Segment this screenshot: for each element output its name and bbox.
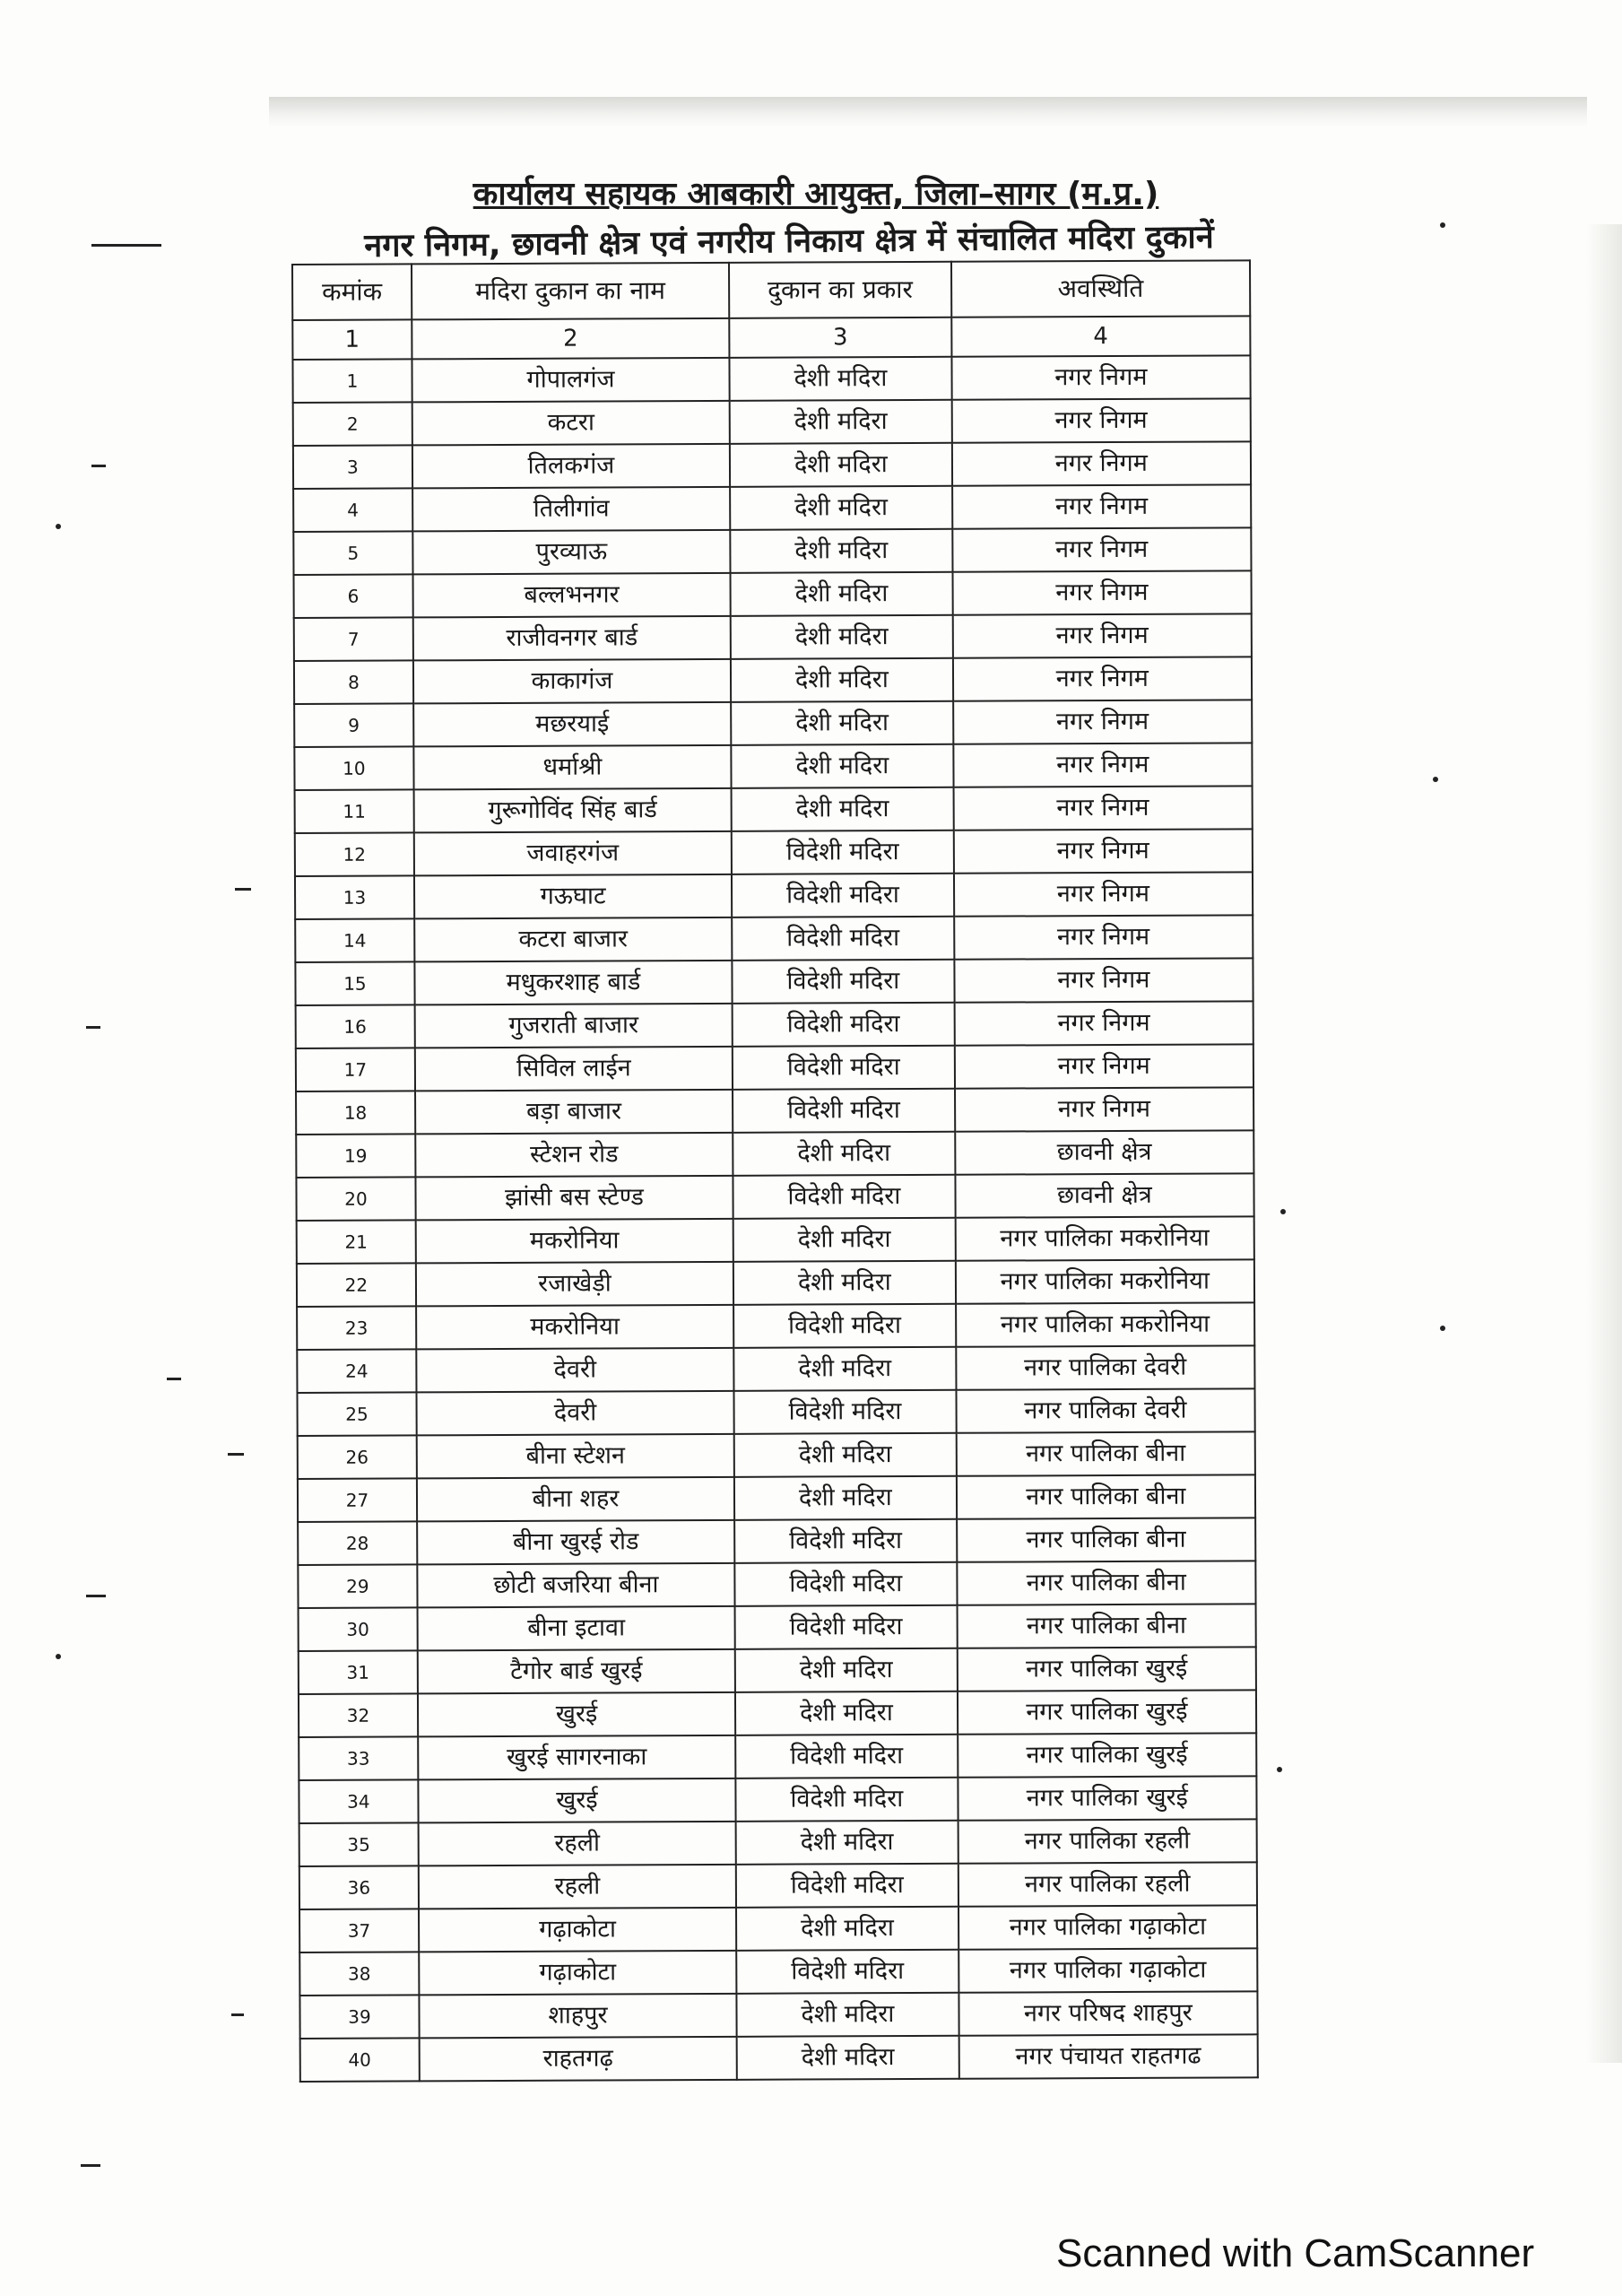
row-location: नगर पालिका बीना bbox=[957, 1474, 1256, 1518]
table-row bbox=[294, 613, 1252, 661]
table-row bbox=[293, 441, 1251, 489]
row-shop-type: देशी मदिरा bbox=[731, 615, 953, 659]
table-row bbox=[295, 915, 1253, 962]
scan-mark bbox=[167, 1378, 181, 1380]
row-location: नगर निगम bbox=[951, 398, 1251, 442]
row-shop-type: देशी मदिरा bbox=[731, 701, 953, 745]
row-shop-name: तिलकगंज bbox=[412, 444, 731, 489]
row-shop-type: देशी मदिरा bbox=[736, 1821, 958, 1865]
scan-mark bbox=[1433, 777, 1438, 782]
table-row bbox=[299, 1647, 1256, 1694]
row-location: नगर निगम bbox=[954, 1044, 1253, 1088]
row-location: नगर पालिका रहली bbox=[958, 1862, 1257, 1906]
row-shop-name: छोटी बजरिया बीना bbox=[417, 1563, 735, 1608]
table-row bbox=[296, 1001, 1253, 1048]
scan-right-edge bbox=[1586, 224, 1622, 2063]
row-shop-name: गोपालगंज bbox=[412, 358, 730, 403]
table-row bbox=[296, 1044, 1253, 1091]
row-location: नगर पालिका बीना bbox=[957, 1561, 1256, 1605]
row-shop-name: राजीवनगर बार्ड bbox=[413, 616, 732, 661]
row-location: नगर पालिका खुरई bbox=[957, 1647, 1256, 1691]
row-shop-type: विदेशी मदिरा bbox=[735, 1735, 958, 1779]
row-location: नगर पालिका बीना bbox=[957, 1604, 1256, 1648]
row-serial: 2 bbox=[293, 402, 412, 446]
row-shop-name: जवाहरगंज bbox=[414, 831, 733, 876]
row-location: नगर पालिका खुरई bbox=[958, 1776, 1257, 1820]
row-shop-name: बीना इटावा bbox=[417, 1606, 735, 1651]
row-location: नगर पालिका गढ़ाकोटा bbox=[958, 1948, 1258, 1992]
row-location: नगर पालिका देवरी bbox=[956, 1388, 1255, 1432]
table-row bbox=[296, 1173, 1253, 1221]
table-row bbox=[294, 700, 1252, 747]
row-serial: 14 bbox=[295, 918, 414, 962]
row-shop-name: शाहपुर bbox=[419, 1994, 737, 2039]
row-serial: 38 bbox=[299, 1952, 419, 1996]
row-shop-name: खुरई bbox=[418, 1779, 736, 1823]
scan-mark bbox=[1277, 1767, 1282, 1772]
table-row bbox=[300, 2034, 1258, 2082]
row-shop-type: देशी मदिरा bbox=[733, 1218, 956, 1262]
row-shop-name: तिलीगांव bbox=[412, 487, 731, 532]
row-location: नगर पंचायत राहतगढ bbox=[958, 2034, 1258, 2078]
table-row bbox=[297, 1216, 1254, 1264]
scan-mark bbox=[1440, 1326, 1445, 1331]
table-row bbox=[298, 1561, 1255, 1608]
row-location: नगर पालिका मकरोनिया bbox=[955, 1259, 1254, 1303]
camscanner-watermark: Scanned with CamScanner bbox=[1056, 2231, 1535, 2275]
row-location: नगर परिषद शाहपुर bbox=[958, 1991, 1258, 2035]
row-location: नगर निगम bbox=[951, 355, 1251, 399]
row-shop-name: झांसी बस स्टेण्ड bbox=[415, 1176, 733, 1221]
row-serial: 7 bbox=[294, 617, 413, 661]
column-number: 2 bbox=[412, 318, 730, 360]
row-shop-name: रजाखेड़ी bbox=[416, 1262, 734, 1307]
row-shop-name: मधुकरशाह बार्ड bbox=[414, 961, 733, 1005]
row-shop-type: विदेशी मदिरा bbox=[735, 1605, 958, 1649]
scan-mark bbox=[56, 1654, 61, 1659]
table-row bbox=[299, 1690, 1256, 1737]
row-serial: 40 bbox=[300, 2038, 420, 2082]
row-location: छावनी क्षेत्र bbox=[955, 1130, 1254, 1174]
header-shop-name: मदिरा दुकान का नाम bbox=[412, 263, 730, 320]
table-row bbox=[295, 829, 1253, 876]
table-row bbox=[294, 743, 1252, 790]
row-location: नगर निगम bbox=[952, 484, 1252, 528]
row-shop-name: गढ़ाकोटा bbox=[419, 1908, 737, 1952]
row-location: नगर पालिका बीना bbox=[957, 1518, 1256, 1561]
table-row bbox=[293, 484, 1251, 532]
row-shop-type: विदेशी मदिरा bbox=[732, 874, 954, 918]
column-number: 3 bbox=[729, 317, 951, 358]
table-row bbox=[299, 1991, 1257, 2039]
table-row bbox=[294, 657, 1252, 704]
row-serial: 24 bbox=[297, 1349, 416, 1393]
row-shop-type: देशी मदिरा bbox=[733, 1132, 955, 1176]
row-location: नगर निगम bbox=[953, 786, 1253, 830]
scan-mark bbox=[1280, 1209, 1286, 1214]
table-row bbox=[299, 1948, 1257, 1996]
row-serial: 31 bbox=[299, 1650, 418, 1694]
row-shop-type: देशी मदिरा bbox=[730, 400, 952, 444]
row-shop-type: विदेशी मदिरा bbox=[733, 1175, 956, 1219]
row-location: नगर पालिका गढ़ाकोटा bbox=[958, 1905, 1258, 1949]
row-shop-type: देशी मदिरा bbox=[731, 658, 953, 702]
row-shop-type: विदेशी मदिरा bbox=[733, 1089, 955, 1133]
row-serial: 32 bbox=[299, 1693, 418, 1737]
row-location: नगर निगम bbox=[952, 527, 1252, 571]
office-title: कार्यालय सहायक आबकारी आयुक्त, जिला–सागर (म.प्र.) bbox=[473, 176, 1159, 213]
row-shop-name: कटरा बाजार bbox=[414, 918, 733, 962]
row-shop-type: विदेशी मदिरा bbox=[733, 960, 955, 1004]
row-shop-name: सिविल लाईन bbox=[415, 1047, 733, 1091]
table-row bbox=[297, 1345, 1254, 1393]
row-serial: 28 bbox=[298, 1521, 417, 1565]
table-row bbox=[297, 1388, 1254, 1436]
row-shop-type: देशी मदिरा bbox=[731, 744, 953, 788]
row-serial: 20 bbox=[296, 1177, 415, 1221]
row-serial: 18 bbox=[296, 1091, 415, 1135]
row-location: नगर पालिका देवरी bbox=[956, 1345, 1255, 1389]
row-shop-type: देशी मदिरा bbox=[732, 787, 954, 831]
row-shop-name: मछरयाई bbox=[413, 702, 732, 747]
row-serial: 22 bbox=[297, 1263, 416, 1307]
row-serial: 33 bbox=[299, 1736, 418, 1780]
row-shop-name: कटरा bbox=[412, 401, 730, 446]
row-location: नगर पालिका मकरोनिया bbox=[955, 1216, 1254, 1260]
row-shop-name: पुरव्याऊ bbox=[412, 530, 731, 575]
row-location: नगर निगम bbox=[952, 613, 1252, 657]
table-header-row bbox=[292, 260, 1250, 320]
row-serial: 1 bbox=[292, 359, 412, 403]
row-shop-name: गढ़ाकोटा bbox=[419, 1951, 737, 1996]
row-shop-type: विदेशी मदिरा bbox=[734, 1519, 957, 1563]
row-location: नगर निगम bbox=[951, 441, 1251, 485]
row-shop-type: विदेशी मदिरा bbox=[733, 1304, 956, 1348]
row-shop-type: देशी मदिरा bbox=[736, 1907, 958, 1951]
column-number: 1 bbox=[292, 319, 412, 360]
row-location: नगर निगम bbox=[954, 958, 1253, 1002]
row-location: नगर निगम bbox=[953, 657, 1253, 700]
row-serial: 5 bbox=[293, 531, 412, 575]
row-serial: 35 bbox=[299, 1822, 419, 1866]
row-shop-type: देशी मदिरा bbox=[730, 486, 952, 530]
row-shop-name: खुरई सागरनाका bbox=[418, 1735, 736, 1780]
row-serial: 23 bbox=[297, 1306, 416, 1350]
scan-mark bbox=[231, 2013, 244, 2016]
table-row bbox=[298, 1518, 1255, 1565]
row-serial: 36 bbox=[299, 1866, 419, 1909]
row-location: नगर निगम bbox=[953, 743, 1253, 787]
row-serial: 34 bbox=[299, 1779, 418, 1823]
table-row bbox=[293, 398, 1251, 446]
table-row bbox=[293, 527, 1251, 575]
row-shop-name: राहतगढ़ bbox=[419, 2037, 737, 2082]
row-shop-type: विदेशी मदिरा bbox=[735, 1778, 958, 1822]
header-shop-type: दुकान का प्रकार bbox=[729, 262, 951, 318]
table-row bbox=[296, 1130, 1253, 1178]
row-shop-name: मकरोनिया bbox=[416, 1305, 734, 1350]
row-shop-type: देशी मदिरा bbox=[730, 443, 952, 487]
column-number: 4 bbox=[951, 316, 1251, 356]
liquor-shop-table bbox=[291, 259, 1259, 2083]
row-shop-name: बड़ा बाजार bbox=[415, 1090, 733, 1135]
row-shop-name: टैगोर बार्ड खुरई bbox=[418, 1649, 736, 1694]
row-location: छावनी क्षेत्र bbox=[955, 1173, 1254, 1217]
row-serial: 3 bbox=[293, 445, 412, 489]
table-row bbox=[299, 1905, 1257, 1952]
table-body bbox=[292, 355, 1257, 2082]
row-shop-name: बीना खुरई रोड bbox=[417, 1520, 735, 1565]
scan-mark bbox=[91, 244, 161, 247]
table-row bbox=[299, 1819, 1257, 1866]
row-shop-type: विदेशी मदिरा bbox=[733, 1046, 955, 1090]
table-row bbox=[295, 958, 1253, 1005]
table-row bbox=[295, 872, 1253, 919]
row-shop-name: रहली bbox=[418, 1822, 736, 1866]
row-serial: 16 bbox=[296, 1004, 415, 1048]
row-serial: 25 bbox=[297, 1392, 416, 1436]
row-serial: 6 bbox=[294, 574, 413, 618]
scan-mark bbox=[86, 1595, 106, 1597]
row-location: नगर पालिका रहली bbox=[958, 1819, 1257, 1863]
row-shop-type: विदेशी मदिरा bbox=[732, 831, 954, 874]
table-row bbox=[299, 1862, 1257, 1909]
table-row bbox=[296, 1087, 1253, 1135]
row-shop-type: देशी मदिरा bbox=[734, 1476, 957, 1520]
row-serial: 21 bbox=[297, 1220, 416, 1264]
row-location: नगर निगम bbox=[953, 829, 1253, 873]
row-serial: 13 bbox=[295, 875, 414, 919]
row-shop-name: गऊघाट bbox=[414, 874, 733, 919]
row-shop-name: गुजराती बाजार bbox=[414, 1004, 733, 1048]
row-serial: 27 bbox=[298, 1478, 417, 1522]
row-shop-type: विदेशी मदिरा bbox=[732, 917, 954, 961]
row-shop-type: विदेशी मदिरा bbox=[736, 1950, 958, 1994]
scan-mark bbox=[91, 465, 106, 467]
row-shop-type: विदेशी मदिरा bbox=[736, 1864, 958, 1908]
row-location: नगर निगम bbox=[952, 570, 1252, 614]
row-shop-type: देशी मदिरा bbox=[731, 572, 953, 616]
row-serial: 39 bbox=[299, 1995, 419, 2039]
scan-mark bbox=[81, 2164, 100, 2167]
table-row bbox=[297, 1259, 1254, 1307]
table-row bbox=[299, 1604, 1256, 1651]
row-serial: 30 bbox=[299, 1607, 418, 1651]
row-shop-name: स्टेशन रोड bbox=[415, 1133, 733, 1178]
row-shop-name: मकरोनिया bbox=[415, 1219, 733, 1264]
row-serial: 12 bbox=[295, 832, 414, 876]
row-location: नगर निगम bbox=[954, 1001, 1253, 1045]
header-location: अवस्थिति bbox=[951, 260, 1251, 317]
row-shop-type: देशी मदिरा bbox=[734, 1433, 957, 1477]
row-location: नगर पालिका खुरई bbox=[958, 1690, 1257, 1734]
table-row bbox=[294, 570, 1252, 618]
header-serial: कमांक bbox=[292, 264, 412, 320]
row-serial: 37 bbox=[299, 1909, 419, 1952]
row-shop-name: खुरई bbox=[418, 1692, 736, 1737]
row-serial: 17 bbox=[296, 1048, 415, 1091]
row-shop-name: देवरी bbox=[416, 1391, 734, 1436]
table-row bbox=[295, 786, 1253, 833]
table-row bbox=[299, 1776, 1256, 1823]
scan-mark bbox=[235, 888, 251, 891]
row-serial: 15 bbox=[295, 961, 414, 1005]
row-shop-type: देशी मदिरा bbox=[735, 1648, 958, 1692]
table-row bbox=[297, 1302, 1254, 1350]
row-location: नगर पालिका बीना bbox=[956, 1431, 1255, 1475]
row-serial: 26 bbox=[298, 1435, 417, 1479]
table-row bbox=[298, 1431, 1255, 1479]
scan-mark bbox=[86, 1026, 100, 1029]
row-location: नगर पालिका मकरोनिया bbox=[956, 1302, 1255, 1346]
row-serial: 9 bbox=[294, 703, 413, 747]
row-location: नगर पालिका खुरई bbox=[958, 1733, 1257, 1777]
row-shop-type: विदेशी मदिरा bbox=[734, 1390, 957, 1434]
table-row bbox=[292, 355, 1250, 403]
row-serial: 10 bbox=[294, 746, 413, 790]
row-serial: 11 bbox=[295, 789, 414, 833]
row-shop-name: काकागंज bbox=[413, 659, 732, 704]
scan-mark bbox=[56, 524, 61, 529]
row-location: नगर निगम bbox=[954, 872, 1253, 916]
row-shop-type: देशी मदिरा bbox=[737, 1993, 959, 2037]
scan-mark bbox=[228, 1453, 244, 1456]
column-number-row bbox=[292, 316, 1250, 360]
scan-top-edge bbox=[269, 97, 1587, 127]
row-shop-type: देशी मदिरा bbox=[735, 1692, 958, 1735]
table-row bbox=[298, 1474, 1255, 1522]
table-row bbox=[299, 1733, 1256, 1780]
row-shop-type: देशी मदिरा bbox=[733, 1261, 956, 1305]
row-shop-name: बीना शहर bbox=[417, 1477, 735, 1522]
row-serial: 29 bbox=[298, 1564, 417, 1608]
row-location: नगर निगम bbox=[954, 915, 1253, 959]
row-shop-type: देशी मदिरा bbox=[737, 2036, 959, 2080]
row-shop-name: बल्लभनगर bbox=[412, 573, 731, 618]
scan-mark bbox=[1440, 222, 1445, 228]
row-shop-name: बीना स्टेशन bbox=[417, 1434, 735, 1479]
row-shop-name: धर्माश्री bbox=[413, 745, 732, 790]
row-location: नगर निगम bbox=[953, 700, 1253, 744]
row-shop-name: रहली bbox=[419, 1865, 737, 1909]
row-serial: 4 bbox=[293, 488, 412, 532]
row-shop-type: देशी मदिरा bbox=[730, 357, 952, 401]
document-subtitle: नगर निगम, छावनी क्षेत्र एवं नगरीय निकाय क्षेत्र में संचालित मदिरा दुकानें bbox=[364, 219, 1214, 265]
row-shop-type: विदेशी मदिरा bbox=[733, 1003, 955, 1047]
row-serial: 8 bbox=[294, 660, 413, 704]
row-shop-type: देशी मदिरा bbox=[730, 529, 952, 573]
row-shop-name: देवरी bbox=[416, 1348, 734, 1393]
row-shop-type: देशी मदिरा bbox=[733, 1347, 956, 1391]
row-location: नगर निगम bbox=[955, 1087, 1254, 1131]
row-shop-type: विदेशी मदिरा bbox=[734, 1562, 957, 1606]
row-serial: 19 bbox=[296, 1134, 415, 1178]
row-shop-name: गुरूगोविंद सिंह बार्ड bbox=[413, 788, 732, 833]
